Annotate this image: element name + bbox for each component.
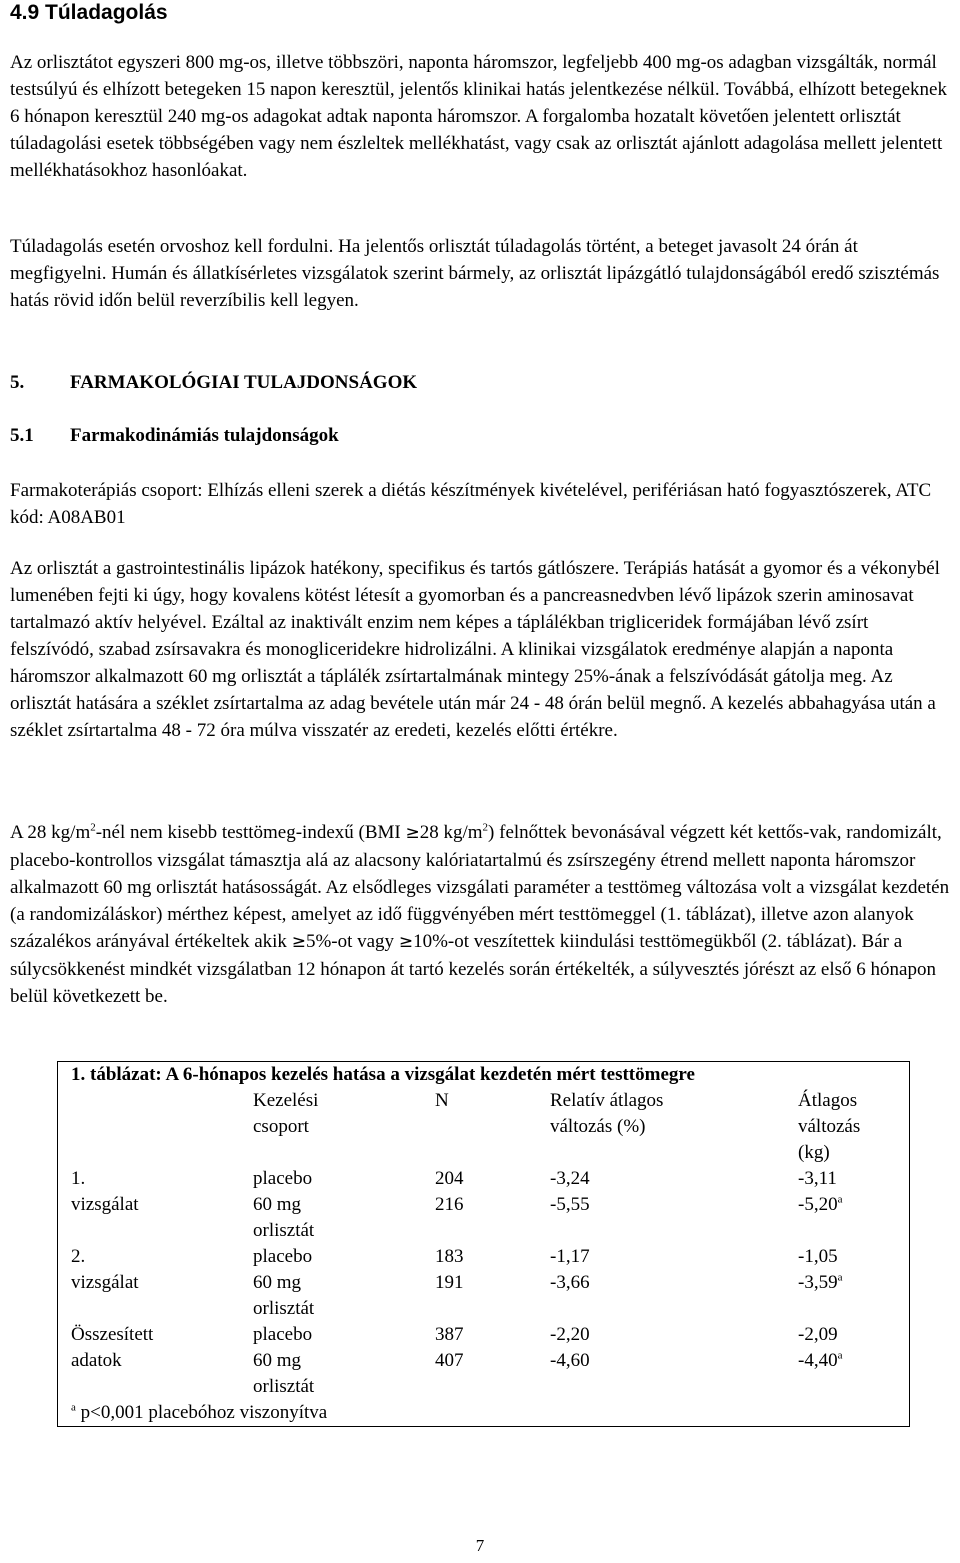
absolute-change-cell: -3,11 -5,20$^a$ — [798, 1168, 843, 1215]
relative-change-cell: -3,24 -5,55 — [550, 1168, 590, 1215]
mechanism-paragraph: Az orlisztát a gastrointestinális lipázok hatékony, specifikus és tartós gátlószere. Terápiás hatását a gyomor és a vékonybél lumenében fejti ki úgy, hogy kovalens kötést létesít a gyomorban és a pancreasnedvben lévő lipázok szerin aminosavat tartalmazó aktív helyével. Ezáltal az inaktivált enzim nem képes a táplálékban trigliceridek formájában lévő zsírt felszívódó, szabad zsírsavakra és monogliceridekre hidrolizálni. A klinikai vizsgálatok eredménye alapján a naponta háromszor alkalmazott 60 mg orlisztát a táplálék zsírtartalmának mintegy 25%-ának a felszívódását gátolja meg. Az orlisztát hatására a széklet zsírtartalma az adag bevétele után már 24 - 48 órán belül megnő. A kezelés abbahagyása után a széklet zsírtartalma 48 - 72 óra múlva visszatér az eredeti, kezelés előtti értékre. — [10, 558, 940, 741]
overdose-paragraph-1: Az orlisztátot egyszeri 800 mg-os, illetve többszöri, naponta háromszor, legfeljebb 400 mg-os adagban vizsgálták, normál testsúlyú és elhízott betegeken 15 napon keresztül, jelentős klinikai hatás jelentkezése nélkül. Továbbá, elhízott betegeknek 6 hónapon keresztül 240 mg-os adagokat adtak naponta háromszor. A forgalomba hozatalt követően jelentett orlisztát túladagolási esetek többségében vagy nem észleltek mellékhatást, vagy csak az orlisztát ajánlott adagolása mellett jelentett mellékhatásokhoz hasonlóakat. — [10, 52, 947, 181]
table-header-row — [58, 1088, 910, 1166]
significance-mark: a — [837, 1193, 843, 1206]
n-cell: 183 191 — [435, 1246, 464, 1293]
significance-mark: a — [837, 1271, 843, 1284]
header-study — [58, 1088, 254, 1166]
absolute-change-cell: -1,05 -3,59$^a$ — [798, 1246, 843, 1293]
efficacy-paragraph: A 28 $kg/m^2$-nél nem kisebb testtömeg-indexű (BMI ≥28 $kg/m^2$) felnőttek bevonásával végzett két kettős-vak, randomizált, placebo-kontrollos vizsgálat támasztja alá az alacsony kalóriatartalmú és zsírszegény étrend mellett naponta háromszor alkalmazott 60 mg orlisztát hatásosságát. Az elsődleges vizsgálati paraméter a testtömeg változása volt a vizsgálat kezdetén (a randomizáláskor) mérthez képest, amelyet az idő függvényében mért testtömeggel (1. táblázat), illetve azon alanyok százalékos arányával értékeltek akik ≥5%-ot vagy ≥10%-ot veszítettek kiindulási testtömegükből (2. táblázat). Bár a súlycsökkenést mindkét vizsgálatban 12 hónapon át tartó kezelés során értékelték, a súlyvesztés jórészt az első 6 hónapon belül következett be. — [10, 821, 950, 1007]
group-cell: placebo 60 mg orlisztát — [253, 1246, 315, 1319]
header-absolute-change: Átlagos változás (kg) — [798, 1090, 861, 1163]
n-cell: 387 407 — [435, 1324, 464, 1371]
greater-equal-symbol: ≥ — [398, 932, 414, 952]
table-caption: 1. táblázat: A 6-hónapos kezelés hatása a vizsgálat kezdetén mért testtömegre — [71, 1064, 695, 1085]
table-row — [58, 1322, 910, 1400]
page-number: 7 — [475, 1536, 485, 1555]
n-cell: 204 216 — [435, 1168, 464, 1215]
superscript: 2 — [482, 821, 489, 834]
table-caption-row — [58, 1062, 910, 1089]
greater-equal-symbol: ≥ — [291, 932, 306, 952]
header-n: N — [435, 1090, 449, 1111]
table-row — [58, 1244, 910, 1322]
section-heading-5 — [10, 369, 417, 396]
section-title: FARMAKOLÓGIAI TULAJDONSÁGOK — [70, 372, 418, 393]
section-number: 5. — [10, 372, 25, 393]
overdose-paragraph-2: Túladagolás esetén orvoshoz kell fordulni. Ha jelentős orlisztát túladagolás történt, a beteget javasolt 24 órán át megfigyelni. Humán és állatkísérletes vizsgálatok szerint bármely, az orlisztát lipázgátló tulajdonságából eredő szisztémás hatás rövid időn belül reverzíbilis kell legyen. — [10, 236, 940, 311]
section-title: Farmakodinámiás tulajdonságok — [70, 425, 339, 446]
table-row — [58, 1166, 910, 1244]
header-group: Kezelési csoport — [253, 1090, 319, 1137]
study-cell: Összesített adatok — [71, 1324, 154, 1371]
group-cell: placebo 60 mg orlisztát — [253, 1324, 315, 1397]
section-heading-5-1 — [10, 422, 339, 449]
significance-mark: a — [837, 1349, 843, 1362]
table-footnote-row — [58, 1400, 910, 1427]
table-1 — [57, 1061, 910, 1427]
study-cell: 1. vizsgálat — [71, 1168, 139, 1215]
section-number: 5.1 — [10, 425, 34, 446]
atc-paragraph: Farmakoterápiás csoport: Elhízás elleni szerek a diétás készítmények kivételével, perifériásan ható fogyasztószerek, ATC kód: A08AB01 — [10, 480, 932, 528]
section-heading-4-9: 4.9 Túladagolás — [10, 1, 168, 24]
table-footnote: $^a$ p<0,001 placebóhoz viszonyítva — [71, 1401, 328, 1423]
footnote-mark: a — [71, 1401, 76, 1414]
superscript: 2 — [90, 821, 96, 834]
relative-change-cell: -1,17 -3,66 — [550, 1246, 590, 1293]
study-cell: 2. vizsgálat — [71, 1246, 139, 1293]
group-cell: placebo 60 mg orlisztát — [253, 1168, 315, 1241]
relative-change-cell: -2,20 -4,60 — [550, 1324, 590, 1371]
absolute-change-cell: -2,09 -4,40$^a$ — [798, 1324, 843, 1371]
greater-equal-symbol: ≥ — [405, 823, 420, 843]
header-relative-change: Relatív átlagos változás (%) — [550, 1090, 664, 1137]
